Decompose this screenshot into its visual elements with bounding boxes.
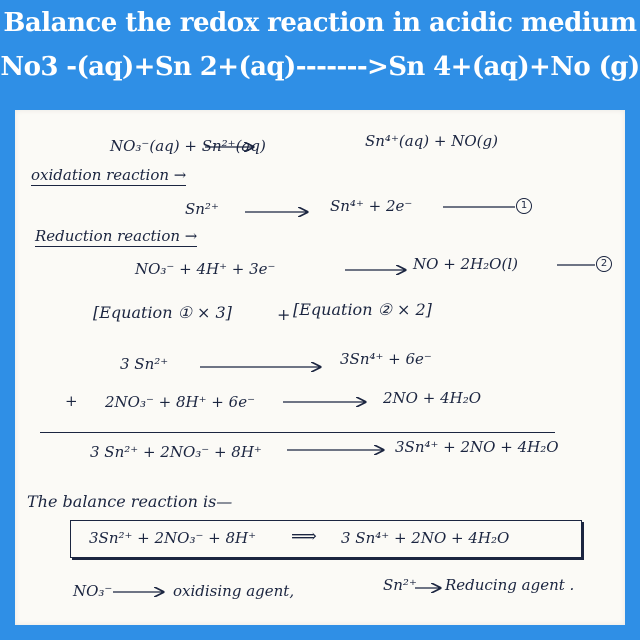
reduction-heading: Reduction reaction → [35, 227, 198, 245]
oxidising-agent-label: oxidising agent, [173, 582, 295, 600]
step2-left: 2NO₃⁻ + 8H⁺ + 6e⁻ [105, 393, 255, 411]
oxidation-heading: oxidation reaction → [31, 166, 187, 184]
step2-plus: + [65, 392, 78, 410]
handwritten-notes-paper [15, 110, 625, 625]
balanced-equation-box [70, 520, 582, 558]
sum-left: 3 Sn²⁺ + 2NO₃⁻ + 8H⁺ [90, 443, 262, 461]
step1-right: 3Sn⁴⁺ + 6e⁻ [340, 350, 432, 368]
reducing-agent-label: Reducing agent . [445, 576, 575, 594]
combine-plus: + [277, 305, 291, 324]
balanced-left: 3Sn²⁺ + 2NO₃⁻ + 8H⁺ [89, 529, 257, 547]
equation-tag-2: 2 [596, 256, 612, 272]
oxidising-agent-species: NO₃⁻ [73, 582, 113, 600]
title-banner [0, 0, 640, 110]
oxidation-left: Sn²⁺ [185, 200, 219, 218]
balanced-right: 3 Sn⁴⁺ + 2NO + 4H₂O [341, 529, 510, 547]
equation-tag-1: 1 [516, 198, 532, 214]
sum-right: 3Sn⁴⁺ + 2NO + 4H₂O [395, 438, 559, 456]
combine-equation-2: [Equation ② × 2] [293, 300, 432, 319]
overall-reaction-left: NO₃⁻(aq) + Sn²⁺(aq) [110, 137, 266, 155]
balanced-arrow: ⟹ [291, 526, 317, 547]
step2-right: 2NO + 4H₂O [383, 389, 482, 407]
reducing-agent-species: Sn²⁺ [383, 576, 417, 594]
reduction-left: NO₃⁻ + 4H⁺ + 3e⁻ [135, 260, 276, 278]
title-line-2: No3 -(aq)+Sn 2+(aq)------->Sn 4+(aq)+No (g) [0, 52, 640, 82]
oxidation-right: Sn⁴⁺ + 2e⁻ [330, 197, 413, 215]
sum-divider-line [40, 432, 555, 433]
balanced-heading: The balance reaction is— [27, 492, 233, 511]
step1-left: 3 Sn²⁺ [120, 355, 169, 373]
overall-reaction-right: Sn⁴⁺(aq) + NO(g) [365, 132, 498, 150]
title-line-1: Balance the redox reaction in acidic medium [3, 8, 637, 38]
combine-equation-1: [Equation ① × 3] [93, 303, 232, 322]
reduction-right: NO + 2H₂O(l) [413, 255, 518, 273]
